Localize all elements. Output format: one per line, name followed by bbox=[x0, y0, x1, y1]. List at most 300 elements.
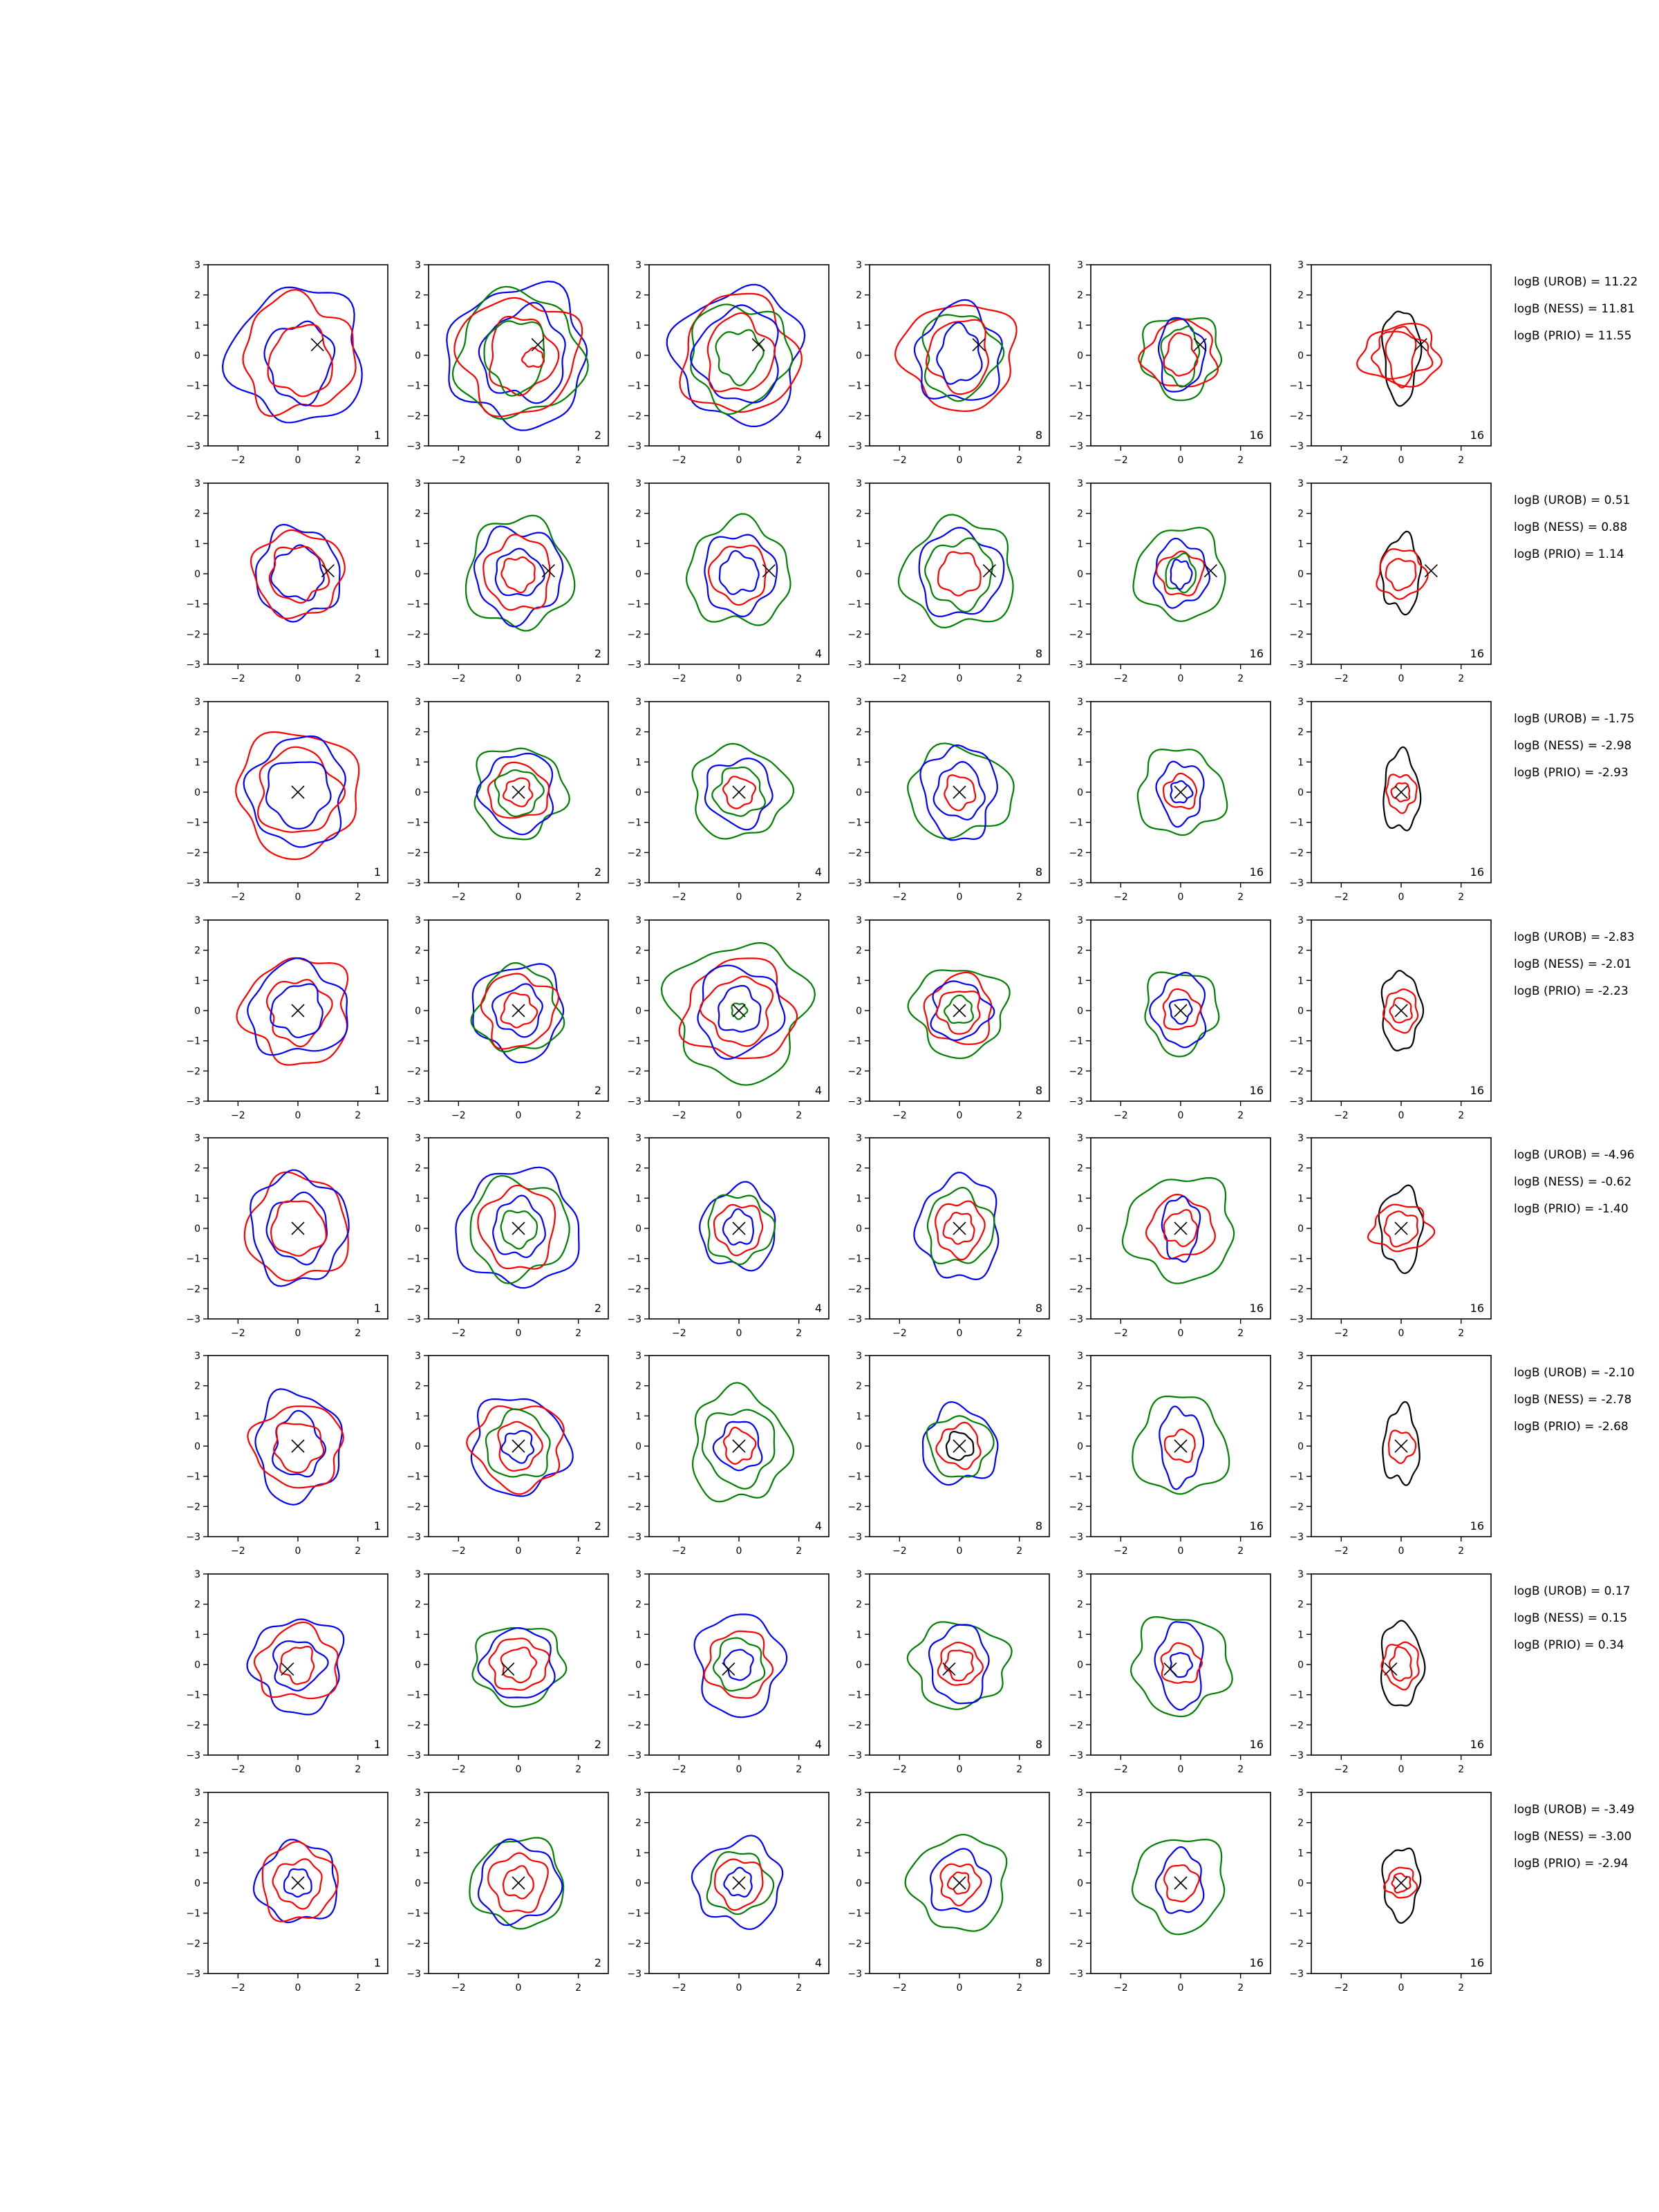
y-tick-label: 1 bbox=[635, 1629, 641, 1641]
y-tick-label: −3 bbox=[627, 441, 641, 452]
y-tick-label: 2 bbox=[1077, 1380, 1083, 1392]
x-tick-label: 2 bbox=[1016, 1328, 1023, 1339]
y-tick-label: 2 bbox=[635, 1163, 641, 1174]
x-tick-label: 0 bbox=[735, 673, 742, 684]
x-tick-label: 2 bbox=[1237, 1764, 1244, 1775]
x-tick-label: −2 bbox=[892, 1546, 907, 1557]
y-tick-label: −2 bbox=[847, 411, 862, 422]
logb-annotation: logB (NESS) = -0.62 bbox=[1514, 1175, 1632, 1189]
y-tick-label: −1 bbox=[406, 817, 421, 829]
x-tick-label: 0 bbox=[294, 1764, 301, 1775]
y-tick-label: 0 bbox=[1077, 569, 1083, 580]
logb-annotations-row-7 bbox=[1514, 1584, 1630, 1652]
y-tick-label: 2 bbox=[194, 945, 200, 957]
x-tick-label: −2 bbox=[451, 1764, 466, 1775]
y-tick-label: 0 bbox=[856, 1224, 862, 1235]
y-tick-label: −3 bbox=[627, 1314, 641, 1325]
y-tick-label: 3 bbox=[194, 1569, 200, 1580]
y-tick-label: 2 bbox=[856, 1380, 862, 1392]
y-tick-label: 3 bbox=[1297, 1351, 1304, 1362]
y-tick-label: −1 bbox=[406, 1689, 421, 1701]
y-tick-label: −1 bbox=[847, 1035, 862, 1047]
y-tick-label: 3 bbox=[415, 697, 421, 708]
y-tick-label: 3 bbox=[635, 697, 641, 708]
x-tick-label: 0 bbox=[1398, 1328, 1405, 1339]
y-tick-label: −2 bbox=[847, 1938, 862, 1950]
y-tick-label: 3 bbox=[1077, 478, 1083, 489]
panel-count-label: 1 bbox=[373, 429, 381, 442]
y-tick-label: 1 bbox=[415, 1411, 421, 1423]
x-tick-label: 2 bbox=[1458, 1328, 1465, 1339]
y-tick-label: 1 bbox=[1297, 320, 1304, 332]
panel-count-label: 16 bbox=[1470, 1519, 1484, 1533]
panel-count-label: 4 bbox=[814, 1519, 822, 1533]
y-tick-label: 2 bbox=[1077, 508, 1083, 520]
x-tick-label: 0 bbox=[515, 1328, 522, 1339]
y-tick-label: 3 bbox=[635, 1788, 641, 1799]
x-tick-label: 0 bbox=[294, 1110, 301, 1121]
y-tick-label: 0 bbox=[1297, 1224, 1304, 1235]
x-tick-label: 0 bbox=[1177, 455, 1184, 466]
logb-annotation: logB (NESS) = -2.78 bbox=[1514, 1393, 1632, 1407]
y-tick-label: 1 bbox=[856, 1411, 862, 1423]
y-tick-label: 1 bbox=[1297, 975, 1304, 987]
y-tick-label: 2 bbox=[415, 945, 421, 957]
x-tick-label: −2 bbox=[1334, 1546, 1349, 1557]
y-tick-label: 3 bbox=[635, 1351, 641, 1362]
panel-count-label: 1 bbox=[373, 1302, 381, 1315]
x-tick-label: 0 bbox=[1177, 892, 1184, 903]
y-tick-label: −3 bbox=[1069, 1314, 1083, 1325]
x-tick-label: −2 bbox=[892, 1764, 907, 1775]
y-tick-label: −1 bbox=[406, 380, 421, 392]
y-tick-label: 2 bbox=[856, 290, 862, 301]
y-tick-label: −2 bbox=[406, 1720, 421, 1732]
x-tick-label: 2 bbox=[355, 455, 362, 466]
y-tick-label: 3 bbox=[415, 1569, 421, 1580]
panel-count-label: 2 bbox=[594, 647, 601, 660]
y-tick-label: 1 bbox=[1077, 1848, 1083, 1859]
logb-annotation: logB (PRIO) = -2.94 bbox=[1514, 1857, 1629, 1871]
y-tick-label: −2 bbox=[1289, 411, 1304, 422]
y-tick-label: 2 bbox=[415, 508, 421, 520]
y-tick-label: −1 bbox=[1069, 380, 1083, 392]
y-tick-label: −3 bbox=[1289, 1096, 1304, 1107]
y-tick-label: 1 bbox=[415, 1193, 421, 1205]
y-tick-label: −1 bbox=[847, 1253, 862, 1265]
y-tick-label: −3 bbox=[1289, 878, 1304, 889]
x-tick-label: 2 bbox=[796, 673, 803, 684]
y-tick-label: −1 bbox=[1289, 817, 1304, 829]
y-tick-label: −1 bbox=[627, 1908, 641, 1920]
y-tick-label: 1 bbox=[1297, 1411, 1304, 1423]
y-tick-label: −1 bbox=[1289, 1471, 1304, 1483]
y-tick-label: −1 bbox=[406, 599, 421, 610]
x-tick-label: 0 bbox=[294, 1983, 301, 1994]
x-tick-label: 2 bbox=[575, 1764, 582, 1775]
y-tick-label: 3 bbox=[635, 1133, 641, 1144]
x-tick-label: 0 bbox=[1398, 1110, 1405, 1121]
y-tick-label: −3 bbox=[847, 1314, 862, 1325]
x-tick-label: 2 bbox=[355, 673, 362, 684]
panel-count-label: 1 bbox=[373, 1519, 381, 1533]
x-tick-label: 2 bbox=[1237, 1546, 1244, 1557]
y-tick-label: −2 bbox=[1289, 1284, 1304, 1295]
y-tick-label: 0 bbox=[194, 350, 200, 362]
y-tick-label: −3 bbox=[847, 1532, 862, 1543]
x-tick-label: 2 bbox=[1016, 1764, 1023, 1775]
y-tick-label: 0 bbox=[635, 350, 641, 362]
y-tick-label: 3 bbox=[194, 1788, 200, 1799]
y-tick-label: −1 bbox=[406, 1253, 421, 1265]
y-tick-label: 1 bbox=[635, 975, 641, 987]
x-tick-label: 2 bbox=[1016, 1546, 1023, 1557]
x-tick-label: 0 bbox=[515, 892, 522, 903]
y-tick-label: 3 bbox=[1077, 1788, 1083, 1799]
y-tick-label: −3 bbox=[627, 1532, 641, 1543]
y-tick-label: −3 bbox=[847, 1969, 862, 1980]
y-tick-label: 2 bbox=[415, 1163, 421, 1174]
y-tick-label: −2 bbox=[186, 1066, 200, 1078]
x-tick-label: 2 bbox=[355, 1328, 362, 1339]
panel-count-label: 8 bbox=[1035, 1084, 1042, 1097]
y-tick-label: 0 bbox=[635, 1006, 641, 1017]
y-tick-label: 3 bbox=[856, 1351, 862, 1362]
x-tick-label: 2 bbox=[355, 1764, 362, 1775]
x-tick-label: 2 bbox=[1458, 1764, 1465, 1775]
y-tick-label: 2 bbox=[635, 508, 641, 520]
y-tick-label: −1 bbox=[186, 1908, 200, 1920]
y-tick-label: −3 bbox=[1069, 1096, 1083, 1107]
x-tick-label: −2 bbox=[672, 1546, 686, 1557]
y-tick-label: 3 bbox=[635, 260, 641, 271]
panel-count-label: 1 bbox=[373, 1084, 381, 1097]
y-tick-label: −2 bbox=[186, 1938, 200, 1950]
y-tick-label: −3 bbox=[186, 1969, 200, 1980]
logb-annotation: logB (UROB) = -2.10 bbox=[1514, 1366, 1635, 1380]
x-tick-label: 0 bbox=[1398, 673, 1405, 684]
y-tick-label: 0 bbox=[1297, 787, 1304, 798]
panel-count-label: 16 bbox=[1470, 647, 1484, 660]
x-tick-label: −2 bbox=[892, 1328, 907, 1339]
y-tick-label: −1 bbox=[847, 817, 862, 829]
logb-annotation: logB (PRIO) = -2.93 bbox=[1514, 766, 1629, 780]
y-tick-label: −3 bbox=[186, 878, 200, 889]
logb-annotation: logB (UROB) = -1.75 bbox=[1514, 712, 1635, 726]
y-tick-label: −2 bbox=[1069, 1284, 1083, 1295]
y-tick-label: 0 bbox=[856, 569, 862, 580]
x-tick-label: 0 bbox=[294, 892, 301, 903]
y-tick-label: 2 bbox=[856, 508, 862, 520]
y-tick-label: 2 bbox=[635, 1380, 641, 1392]
y-tick-label: 1 bbox=[194, 1848, 200, 1859]
y-tick-label: 3 bbox=[856, 478, 862, 489]
y-tick-label: 1 bbox=[856, 1629, 862, 1641]
y-tick-label: 0 bbox=[415, 1006, 421, 1017]
y-tick-label: 0 bbox=[856, 1006, 862, 1017]
y-tick-label: 0 bbox=[1077, 1441, 1083, 1452]
logb-annotations-row-2 bbox=[1514, 494, 1630, 561]
y-tick-label: 1 bbox=[415, 757, 421, 769]
x-tick-label: −2 bbox=[451, 1328, 466, 1339]
y-tick-label: −1 bbox=[627, 817, 641, 829]
y-tick-label: −2 bbox=[406, 1066, 421, 1078]
y-tick-label: −3 bbox=[1069, 1750, 1083, 1761]
x-tick-label: −2 bbox=[1334, 1328, 1349, 1339]
y-tick-label: −1 bbox=[1069, 1471, 1083, 1483]
x-tick-label: −2 bbox=[451, 673, 466, 684]
y-tick-label: 2 bbox=[856, 1817, 862, 1829]
x-tick-label: 2 bbox=[796, 1983, 803, 1994]
y-tick-label: 0 bbox=[1297, 1878, 1304, 1889]
y-tick-label: 3 bbox=[415, 478, 421, 489]
y-tick-label: 1 bbox=[194, 538, 200, 550]
y-tick-label: −3 bbox=[186, 1750, 200, 1761]
y-tick-label: −3 bbox=[627, 659, 641, 671]
y-tick-label: −1 bbox=[186, 1035, 200, 1047]
y-tick-label: 3 bbox=[1077, 260, 1083, 271]
y-tick-label: 2 bbox=[194, 290, 200, 301]
y-tick-label: 1 bbox=[194, 1629, 200, 1641]
x-tick-label: 0 bbox=[1398, 1983, 1405, 1994]
y-tick-label: −1 bbox=[627, 380, 641, 392]
y-tick-label: 3 bbox=[1297, 697, 1304, 708]
panel-count-label: 16 bbox=[1470, 429, 1484, 442]
y-tick-label: 3 bbox=[1297, 1133, 1304, 1144]
x-tick-label: −2 bbox=[231, 1983, 245, 1994]
y-tick-label: 3 bbox=[1297, 260, 1304, 271]
x-tick-label: 2 bbox=[796, 1110, 803, 1121]
y-tick-label: 2 bbox=[1297, 1380, 1304, 1392]
logb-annotation: logB (UROB) = 11.22 bbox=[1514, 275, 1638, 289]
y-tick-label: −3 bbox=[627, 878, 641, 889]
x-tick-label: −2 bbox=[1114, 1764, 1128, 1775]
y-tick-label: −2 bbox=[186, 629, 200, 641]
y-tick-label: −2 bbox=[186, 1284, 200, 1295]
y-tick-label: 2 bbox=[635, 1599, 641, 1611]
y-tick-label: 2 bbox=[1077, 1817, 1083, 1829]
panel-count-label: 8 bbox=[1035, 647, 1042, 660]
panel-count-label: 8 bbox=[1035, 1738, 1042, 1751]
x-tick-label: 0 bbox=[956, 1110, 963, 1121]
x-tick-label: −2 bbox=[1114, 1983, 1128, 1994]
y-tick-label: 3 bbox=[1297, 1788, 1304, 1799]
y-tick-label: 3 bbox=[415, 1351, 421, 1362]
y-tick-label: 3 bbox=[1297, 1569, 1304, 1580]
logb-annotation: logB (NESS) = -2.98 bbox=[1514, 739, 1632, 753]
y-tick-label: 2 bbox=[415, 290, 421, 301]
y-tick-label: −3 bbox=[406, 1750, 421, 1761]
y-tick-label: −3 bbox=[627, 1096, 641, 1107]
x-tick-label: 0 bbox=[1177, 1983, 1184, 1994]
x-tick-label: −2 bbox=[672, 1764, 686, 1775]
y-tick-label: 0 bbox=[1077, 787, 1083, 798]
panel-count-label: 2 bbox=[594, 1738, 601, 1751]
y-tick-label: 1 bbox=[635, 1193, 641, 1205]
logb-annotation: logB (PRIO) = -2.68 bbox=[1514, 1420, 1629, 1434]
y-tick-label: 3 bbox=[194, 915, 200, 926]
y-tick-label: −3 bbox=[406, 1969, 421, 1980]
x-tick-label: −2 bbox=[451, 1546, 466, 1557]
y-tick-label: −3 bbox=[186, 1314, 200, 1325]
x-tick-label: −2 bbox=[672, 1983, 686, 1994]
y-tick-label: 0 bbox=[415, 787, 421, 798]
y-tick-label: 0 bbox=[635, 787, 641, 798]
y-tick-label: −2 bbox=[847, 1501, 862, 1513]
x-tick-label: 0 bbox=[956, 1764, 963, 1775]
y-tick-label: 3 bbox=[1297, 478, 1304, 489]
logb-annotation: logB (UROB) = -3.49 bbox=[1514, 1803, 1635, 1817]
logb-annotation: logB (UROB) = 0.51 bbox=[1514, 494, 1631, 507]
y-tick-label: −1 bbox=[1289, 380, 1304, 392]
x-tick-label: −2 bbox=[231, 892, 245, 903]
logb-annotation: logB (PRIO) = -2.23 bbox=[1514, 984, 1629, 998]
y-tick-label: −2 bbox=[847, 1066, 862, 1078]
y-tick-label: 0 bbox=[856, 1660, 862, 1671]
y-tick-label: 0 bbox=[194, 1660, 200, 1671]
x-tick-label: 0 bbox=[294, 1328, 301, 1339]
y-tick-label: 1 bbox=[1077, 975, 1083, 987]
y-tick-label: 0 bbox=[856, 1441, 862, 1452]
y-tick-label: 2 bbox=[1297, 727, 1304, 738]
y-tick-label: −3 bbox=[1289, 1532, 1304, 1543]
x-tick-label: −2 bbox=[672, 1328, 686, 1339]
x-tick-label: 0 bbox=[735, 1546, 742, 1557]
x-tick-label: 2 bbox=[1458, 673, 1465, 684]
x-tick-label: 0 bbox=[1177, 1328, 1184, 1339]
x-tick-label: −2 bbox=[1114, 455, 1128, 466]
x-tick-label: 2 bbox=[355, 1546, 362, 1557]
x-tick-label: −2 bbox=[231, 1764, 245, 1775]
y-tick-label: 0 bbox=[856, 787, 862, 798]
y-tick-label: 1 bbox=[1297, 1193, 1304, 1205]
y-tick-label: 2 bbox=[1077, 727, 1083, 738]
y-tick-label: −3 bbox=[847, 659, 862, 671]
panel-count-label: 1 bbox=[373, 1956, 381, 1969]
panel-count-label: 16 bbox=[1470, 1738, 1484, 1751]
y-tick-label: 1 bbox=[194, 975, 200, 987]
logb-annotation: logB (PRIO) = 1.14 bbox=[1514, 547, 1624, 561]
y-tick-label: 2 bbox=[1297, 1817, 1304, 1829]
x-tick-label: 2 bbox=[1237, 1983, 1244, 1994]
y-tick-label: −1 bbox=[847, 1689, 862, 1701]
y-tick-label: −1 bbox=[1069, 599, 1083, 610]
y-tick-label: 3 bbox=[635, 478, 641, 489]
logb-annotations-row-3 bbox=[1514, 712, 1635, 780]
y-tick-label: 0 bbox=[635, 1224, 641, 1235]
y-tick-label: −1 bbox=[847, 599, 862, 610]
y-tick-label: −3 bbox=[847, 441, 862, 452]
x-tick-label: −2 bbox=[1114, 1328, 1128, 1339]
y-tick-label: 2 bbox=[194, 1163, 200, 1174]
panel-count-label: 2 bbox=[594, 865, 601, 879]
x-tick-label: 2 bbox=[796, 1328, 803, 1339]
x-tick-label: −2 bbox=[892, 892, 907, 903]
y-tick-label: −3 bbox=[1069, 1969, 1083, 1980]
y-tick-label: 2 bbox=[635, 945, 641, 957]
y-tick-label: −2 bbox=[406, 1501, 421, 1513]
y-tick-label: 2 bbox=[635, 727, 641, 738]
y-tick-label: 1 bbox=[1297, 1629, 1304, 1641]
x-tick-label: −2 bbox=[1334, 1983, 1349, 1994]
y-tick-label: −1 bbox=[1069, 1908, 1083, 1920]
y-tick-label: −1 bbox=[1289, 1908, 1304, 1920]
logb-annotation: logB (NESS) = 11.81 bbox=[1514, 302, 1635, 316]
x-tick-label: 0 bbox=[1177, 1764, 1184, 1775]
y-tick-label: −3 bbox=[1289, 1314, 1304, 1325]
y-tick-label: 3 bbox=[856, 1569, 862, 1580]
panel-count-label: 4 bbox=[814, 647, 822, 660]
x-tick-label: −2 bbox=[1114, 892, 1128, 903]
y-tick-label: 2 bbox=[1077, 945, 1083, 957]
y-tick-label: −3 bbox=[406, 1314, 421, 1325]
y-tick-label: 0 bbox=[194, 1006, 200, 1017]
x-tick-label: −2 bbox=[892, 455, 907, 466]
y-tick-label: 0 bbox=[1077, 350, 1083, 362]
x-tick-label: 2 bbox=[1016, 1110, 1023, 1121]
y-tick-label: −1 bbox=[1289, 1035, 1304, 1047]
x-tick-label: 2 bbox=[796, 455, 803, 466]
y-tick-label: 3 bbox=[856, 697, 862, 708]
y-tick-label: 0 bbox=[1297, 1660, 1304, 1671]
y-tick-label: −3 bbox=[186, 1532, 200, 1543]
x-tick-label: 2 bbox=[355, 1983, 362, 1994]
y-tick-label: −2 bbox=[1289, 1938, 1304, 1950]
y-tick-label: 2 bbox=[415, 1380, 421, 1392]
y-tick-label: −2 bbox=[627, 1938, 641, 1950]
y-tick-label: −2 bbox=[1289, 629, 1304, 641]
x-tick-label: 2 bbox=[355, 892, 362, 903]
x-tick-label: −2 bbox=[672, 1110, 686, 1121]
x-tick-label: 0 bbox=[956, 673, 963, 684]
x-tick-label: 0 bbox=[294, 1546, 301, 1557]
y-tick-label: 2 bbox=[1297, 1163, 1304, 1174]
y-tick-label: −3 bbox=[1289, 1750, 1304, 1761]
y-tick-label: 1 bbox=[194, 757, 200, 769]
logb-annotation: logB (UROB) = -2.83 bbox=[1514, 930, 1635, 944]
x-tick-label: 0 bbox=[1177, 1110, 1184, 1121]
y-tick-label: −2 bbox=[1069, 1720, 1083, 1732]
y-tick-label: −2 bbox=[186, 847, 200, 859]
y-tick-label: 1 bbox=[635, 538, 641, 550]
y-tick-label: 2 bbox=[194, 1599, 200, 1611]
y-tick-label: 1 bbox=[1077, 538, 1083, 550]
y-tick-label: −1 bbox=[1289, 599, 1304, 610]
y-tick-label: 2 bbox=[415, 1599, 421, 1611]
panel-count-label: 4 bbox=[814, 429, 822, 442]
y-tick-label: 2 bbox=[635, 290, 641, 301]
y-tick-label: −2 bbox=[1069, 1501, 1083, 1513]
y-tick-label: −3 bbox=[847, 1750, 862, 1761]
y-tick-label: 0 bbox=[1077, 1224, 1083, 1235]
y-tick-label: −3 bbox=[1069, 878, 1083, 889]
panel-count-label: 1 bbox=[373, 1738, 381, 1751]
y-tick-label: −2 bbox=[1069, 629, 1083, 641]
logb-annotation: logB (UROB) = 0.17 bbox=[1514, 1584, 1631, 1598]
panel-count-label: 16 bbox=[1470, 1956, 1484, 1969]
x-tick-label: 0 bbox=[735, 1110, 742, 1121]
y-tick-label: −3 bbox=[186, 1096, 200, 1107]
y-tick-label: 2 bbox=[1297, 1599, 1304, 1611]
x-tick-label: −2 bbox=[231, 455, 245, 466]
y-tick-label: 1 bbox=[415, 538, 421, 550]
y-tick-label: 3 bbox=[194, 1133, 200, 1144]
y-tick-label: 2 bbox=[1077, 1599, 1083, 1611]
x-tick-label: 0 bbox=[735, 1764, 742, 1775]
y-tick-label: −2 bbox=[406, 1284, 421, 1295]
x-tick-label: 0 bbox=[735, 1983, 742, 1994]
logb-annotation: logB (PRIO) = 11.55 bbox=[1514, 329, 1632, 343]
